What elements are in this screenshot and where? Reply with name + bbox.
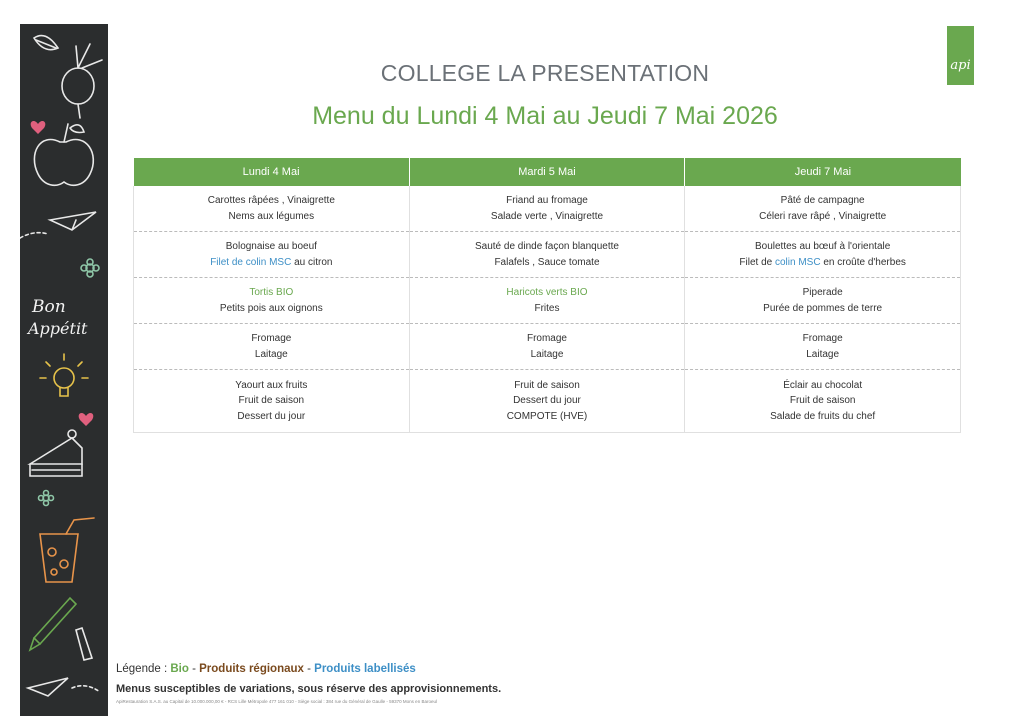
menu-row (134, 232, 961, 278)
flower-icon (39, 491, 54, 506)
dish-line (414, 347, 681, 363)
dish-line (138, 301, 405, 317)
legend-separator: - (188, 663, 200, 675)
menu-cell (685, 186, 961, 232)
sidebar-illustrations (20, 24, 108, 716)
dish-line (138, 209, 405, 225)
dish-text: Nems aux légumes (228, 210, 315, 222)
dish-text: Fromage (251, 333, 292, 344)
fine-print: ApiRestauration S.A.S. au Capital de 10.000.000,00 € - RCS Lille Métropole 477 161 010 - Siège social : 384 rue du Général de Gaulle - 59370 Mons en Baroeul (116, 699, 437, 704)
greeting-line-1: Bon (32, 297, 66, 317)
dish-text: COMPOTE (HVE) (506, 410, 588, 422)
dish-text: au citron (291, 256, 333, 268)
paper-plane-icon (28, 678, 100, 696)
legend-regional: Produits régionaux (199, 663, 304, 675)
dish-line (689, 255, 956, 271)
dish-text: Petits pois aux oignons (219, 302, 323, 314)
dish-text-bio: Tortis BIO (249, 287, 294, 298)
dish-text: Dessert du jour (513, 395, 581, 407)
dish-line (689, 285, 956, 301)
api-logo: api (947, 26, 974, 85)
leaf-icon (34, 36, 58, 50)
dish-text: Fromage (526, 333, 567, 344)
heart-icon (31, 121, 46, 134)
dish-text-bio: Haricots verts BIO (506, 287, 588, 298)
dish-text: Laitage (254, 348, 288, 360)
dish-line (138, 409, 405, 425)
dish-line (414, 331, 681, 347)
dish-text: Bolognaise au boeuf (225, 241, 317, 252)
dish-text: Fruit de saison (789, 395, 856, 407)
dish-line (689, 209, 956, 225)
menu-row (134, 324, 961, 370)
dish-line (414, 255, 681, 271)
menu-cell (409, 370, 685, 433)
column-header: Jeudi 7 Mai (685, 158, 961, 186)
variation-note: Menus susceptibles de variations, sous réserve des approvisionnements. (116, 683, 502, 695)
dish-line (689, 301, 956, 317)
menu-cell (685, 278, 961, 324)
chalkboard-sidebar (20, 24, 108, 716)
dish-text: Dessert du jour (237, 410, 306, 422)
dish-text: Céleri rave râpé , Vinaigrette (759, 210, 887, 222)
dish-text: Fruit de saison (514, 379, 580, 391)
legend-separator: - (303, 663, 315, 675)
column-header: Mardi 5 Mai (409, 158, 685, 186)
beetroot-icon (62, 44, 102, 118)
dish-text: Laitage (806, 348, 840, 360)
menu-cell (134, 186, 410, 232)
dish-text: Sauté de dinde façon blanquette (474, 241, 619, 252)
dish-text-labelled: Filet de colin MSC (210, 256, 292, 268)
flower-icon (81, 259, 99, 277)
dish-line (414, 378, 681, 394)
dish-text: en croûte d'herbes (820, 256, 906, 268)
page-title: COLLEGE LA PRESENTATION (380, 60, 710, 86)
dish-text: Filet de (739, 256, 775, 268)
dish-line (689, 331, 956, 347)
menu-row (134, 370, 961, 433)
dish-text: Carottes râpées , Vinaigrette (207, 195, 335, 206)
menu-cell (409, 278, 685, 324)
dish-text-labelled: colin MSC (775, 256, 821, 268)
heart-icon (79, 413, 94, 426)
dish-text: Falafels , Sauce tomate (494, 256, 600, 268)
dish-line (414, 209, 681, 225)
dish-text: Fromage (802, 333, 843, 344)
dish-line (138, 285, 405, 301)
dish-text: Laitage (530, 348, 564, 360)
dish-line (138, 331, 405, 347)
dish-text: Friand au fromage (506, 195, 588, 206)
menu-header-row (134, 158, 961, 186)
dish-text: Yaourt aux fruits (235, 379, 308, 391)
dish-line (138, 193, 405, 209)
dish-line (414, 393, 681, 409)
dish-line (689, 393, 956, 409)
dish-text: Fruit de saison (238, 395, 305, 407)
dish-line (414, 409, 681, 425)
dish-line (414, 193, 681, 209)
menu-cell (134, 278, 410, 324)
dish-line (689, 378, 956, 394)
menu-cell (409, 324, 685, 370)
dish-text: Salade verte , Vinaigrette (490, 210, 604, 222)
dish-line (414, 239, 681, 255)
apple-icon (34, 124, 93, 185)
menu-table (133, 158, 961, 433)
dish-text: Éclair au chocolat (783, 379, 863, 391)
dish-line (689, 239, 956, 255)
dish-line (138, 239, 405, 255)
dish-text: Pâté de campagne (780, 195, 865, 206)
greeting-line-2: Appétit (28, 319, 88, 338)
cake-slice-icon (30, 430, 82, 476)
lightbulb-icon (40, 354, 88, 396)
menu-cell (685, 232, 961, 278)
dish-text: Salade de fruits du chef (770, 410, 876, 422)
menu-cell (134, 324, 410, 370)
dish-line (414, 301, 681, 317)
menu-cell (409, 186, 685, 232)
menu-row (134, 278, 961, 324)
dish-line (138, 378, 405, 394)
column-header: Lundi 4 Mai (134, 158, 410, 186)
legend-label: Légende : (116, 663, 171, 675)
dish-line (138, 255, 405, 271)
page-subtitle: Menu du Lundi 4 Mai au Jeudi 7 Mai 2026 (312, 102, 778, 130)
paper-plane-icon (20, 212, 96, 238)
dish-line (414, 285, 681, 301)
dish-line (689, 193, 956, 209)
drink-cup-icon (40, 518, 94, 582)
dish-line (689, 409, 956, 425)
menu-cell (134, 232, 410, 278)
menu-cell (409, 232, 685, 278)
dish-line (138, 347, 405, 363)
menu-row (134, 186, 961, 232)
legend-labelled: Produits labellisés (314, 663, 416, 675)
dish-line (138, 393, 405, 409)
menu-cell (134, 370, 410, 433)
dish-text: Piperade (802, 287, 843, 298)
legend-bio: Bio (170, 663, 189, 675)
dish-line (689, 347, 956, 363)
menu-cell (685, 370, 961, 433)
legend (116, 663, 416, 675)
menu-cell (685, 324, 961, 370)
dish-text: Frites (534, 302, 560, 314)
dish-text: Purée de pommes de terre (763, 302, 883, 314)
pencil-icon (30, 598, 76, 650)
dish-text: Boulettes au bœuf à l'orientale (754, 241, 891, 252)
